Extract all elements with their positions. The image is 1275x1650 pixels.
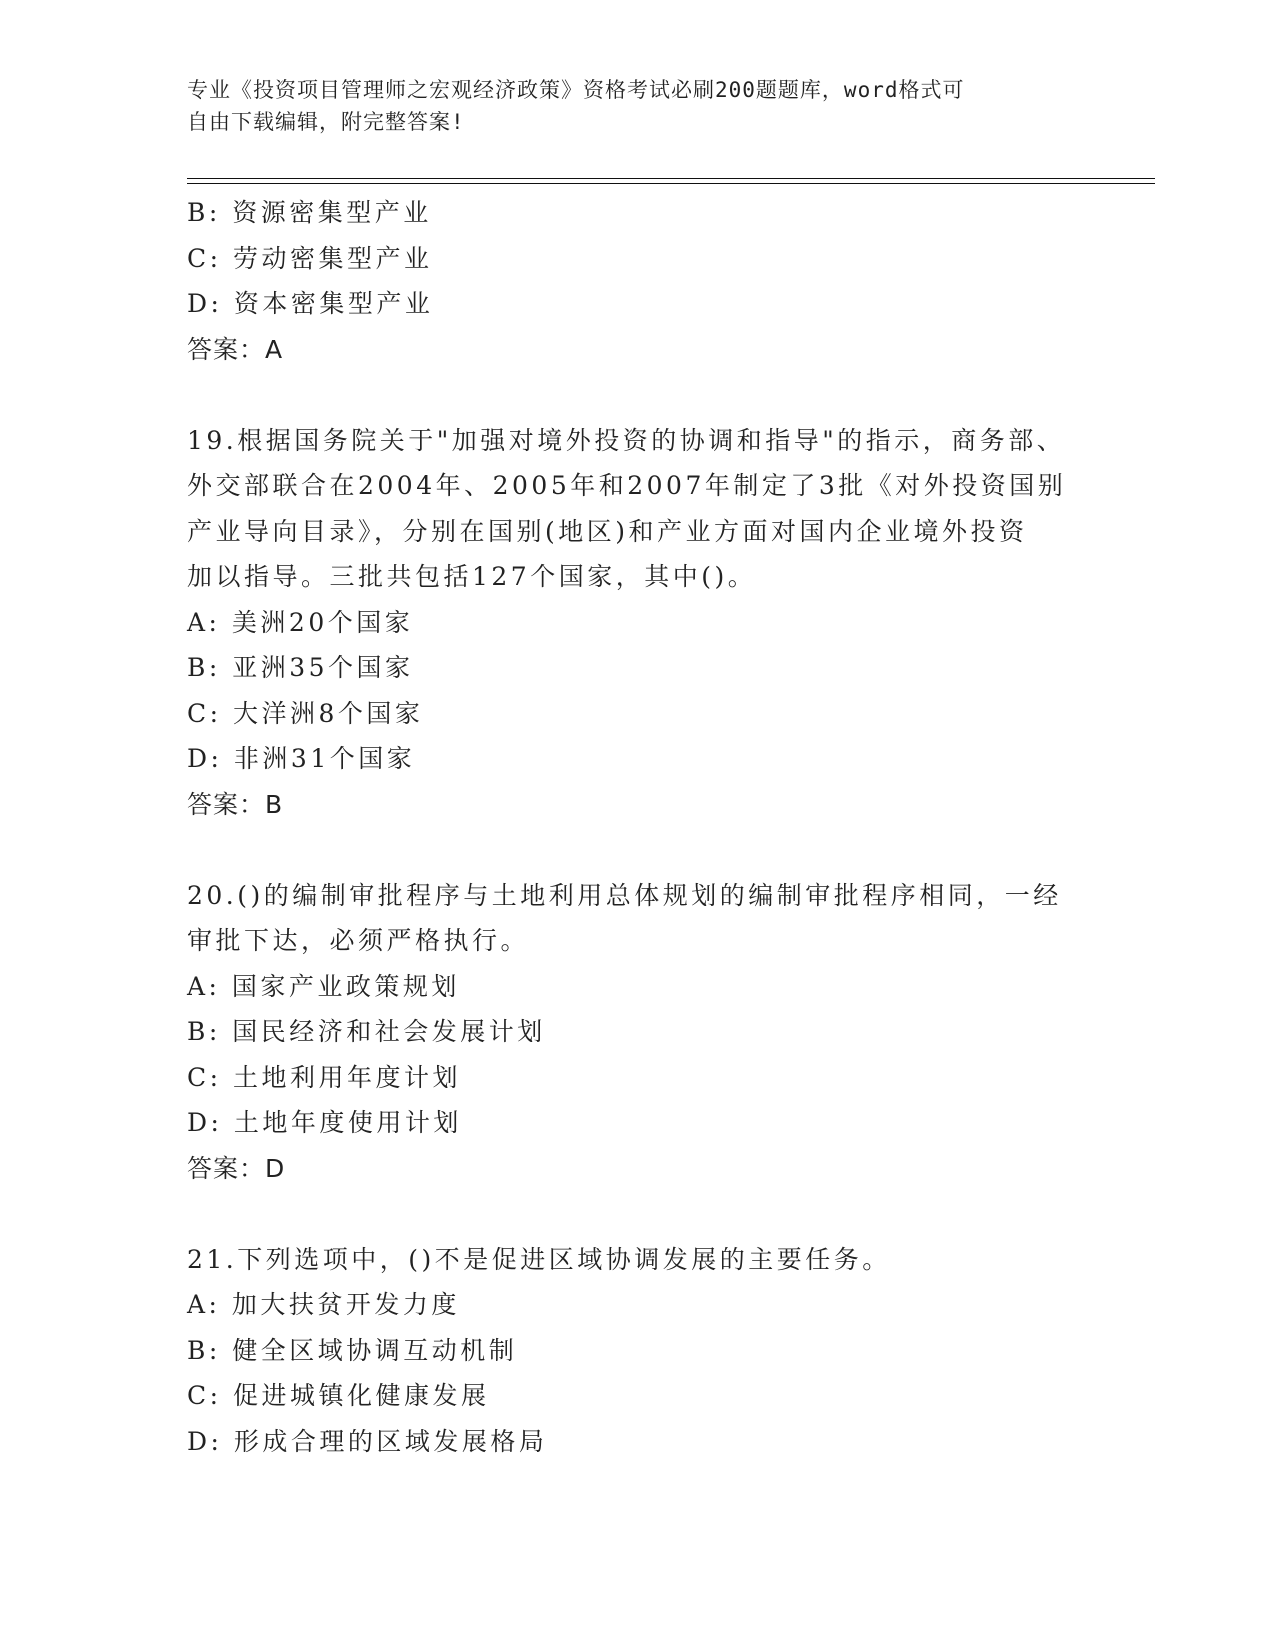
spacer <box>187 827 1087 873</box>
option-line: A: 国家产业政策规划 <box>187 971 460 1001</box>
option-line: D: 土地年度使用计划 <box>187 1108 462 1137</box>
option-line: C: 大洋洲8个国家 <box>187 698 424 728</box>
document-header <box>187 74 1067 138</box>
header-divider-bottom <box>187 183 1155 184</box>
option-line: D: 非洲31个国家 <box>187 744 416 773</box>
question-line: 外交部联合在2004年、2005年和2007年制定了3批《对外投资国别 <box>187 471 1067 500</box>
answer-line: 答案：B <box>187 789 284 819</box>
option-line: B: 资源密集型产业 <box>187 198 432 227</box>
question-line: 审批下达，必须严格执行。 <box>187 926 530 955</box>
answer-line: 答案：A <box>187 334 284 364</box>
option-line: A: 加大扶贫开发力度 <box>187 1290 460 1319</box>
option-line: B: 国民经济和社会发展计划 <box>187 1017 546 1046</box>
option-line: D: 资本密集型产业 <box>187 289 434 318</box>
question-line: 19.根据国务院关于"加强对境外投资的协调和指导"的指示，商务部、 <box>187 425 1066 455</box>
option-line: B: 健全区域协调互动机制 <box>187 1335 518 1365</box>
option-line: C: 土地利用年度计划 <box>187 1062 461 1092</box>
question-line: 21.下列选项中，()不是促进区域协调发展的主要任务。 <box>187 1244 891 1274</box>
option-line: B: 亚洲35个国家 <box>187 653 414 682</box>
option-line: A: 美洲20个国家 <box>187 607 414 637</box>
spacer <box>187 1191 1087 1237</box>
question-line: 产业导向目录》，分别在国别(地区)和产业方面对国内企业境外投资 <box>187 516 1028 546</box>
question-list <box>187 190 1087 1464</box>
option-line: D: 形成合理的区域发展格局 <box>187 1426 548 1456</box>
spacer <box>187 372 1087 418</box>
option-line: C: 劳动密集型产业 <box>187 243 433 273</box>
header-line-2: 自由下载编辑，附完整答案! <box>187 110 465 134</box>
header-divider-top <box>187 178 1155 179</box>
answer-line: 答案：D <box>187 1153 286 1183</box>
header-line-1: 专业《投资项目管理师之宏观经济政策》资格考试必刷200题题库，word格式可 <box>187 78 965 102</box>
option-line: C: 促进城镇化健康发展 <box>187 1381 490 1410</box>
question-line: 加以指导。三批共包括127个国家，其中()。 <box>187 562 757 591</box>
question-line: 20.()的编制审批程序与土地利用总体规划的编制审批程序相同，一经 <box>187 880 1062 910</box>
